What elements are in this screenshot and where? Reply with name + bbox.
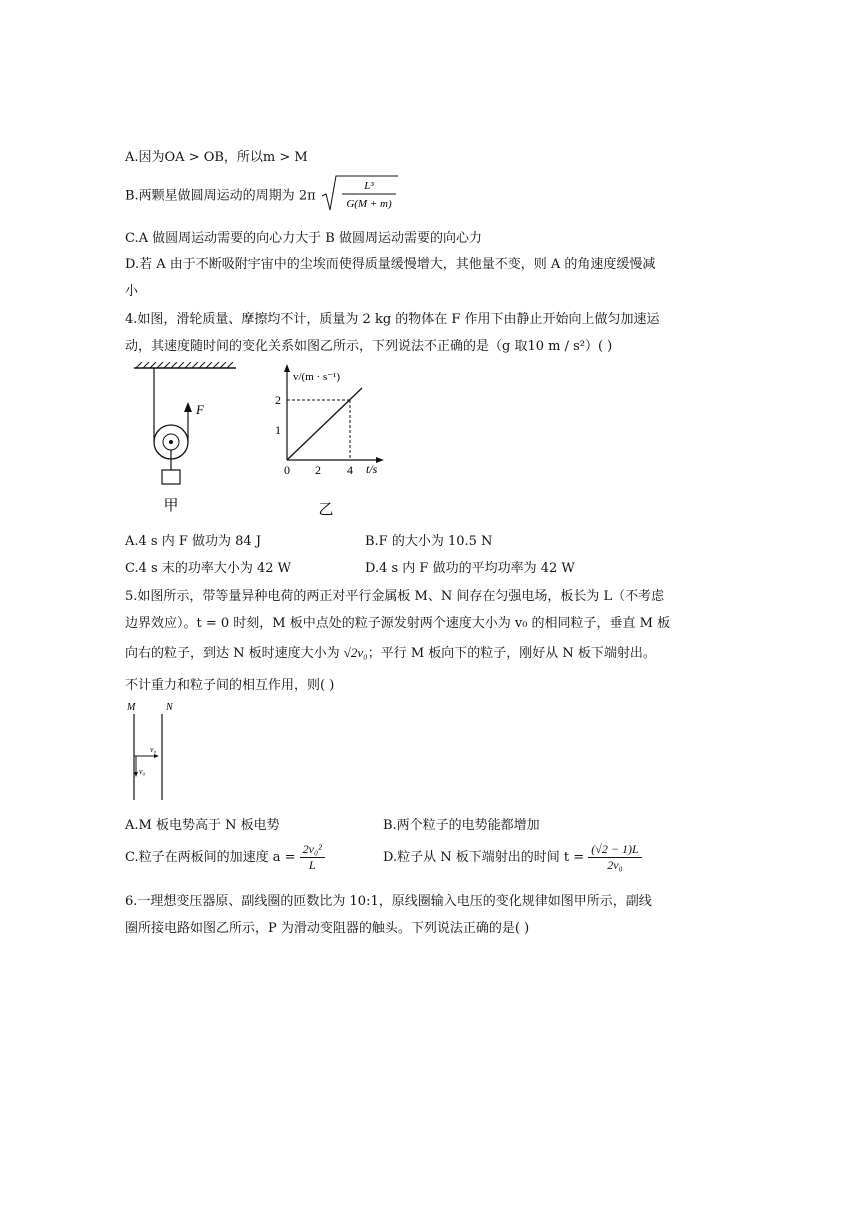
q5-option-b: B.两个粒子的电势能都增加 bbox=[383, 818, 540, 833]
fig-yi-label: 乙 bbox=[318, 502, 334, 518]
v0-right-label: v₀ bbox=[150, 745, 157, 754]
q6-stem-line1: 6.一理想变压器原、副线圈的匝数比为 10:1，原线圈输入电压的变化规律如图甲所示，副线 bbox=[125, 894, 652, 909]
q5-option-c bbox=[125, 842, 325, 873]
q5-accel-fraction bbox=[300, 842, 325, 873]
plate-m-label: M bbox=[127, 702, 136, 713]
q3-option-a: A.因为OA > OB，所以m > M bbox=[125, 150, 308, 165]
q5-option-d-prefix: D.粒子从 N 板下端射出的时间 t = bbox=[383, 850, 585, 865]
q3-option-d-line2: 小 bbox=[125, 284, 139, 299]
force-label: F bbox=[196, 402, 204, 417]
vt-xlabel: t/s bbox=[366, 462, 378, 476]
v0-down-label: v₀ bbox=[139, 767, 146, 776]
q3-option-b-coef: 2π bbox=[298, 188, 316, 204]
q6-stem-line2: 圈所接电路如图乙所示，P 为滑动变阻器的触头。下列说法正确的是( ) bbox=[125, 921, 530, 936]
q5-stem-line3-b: √2v₀ bbox=[343, 645, 368, 660]
q5-option-d bbox=[383, 842, 642, 873]
q5-accel-num: 2v₀² bbox=[300, 842, 325, 858]
sqrt-sign bbox=[320, 174, 400, 214]
q5-stem-line3-a: 向右的粒子，到达 N 板时速度大小为 bbox=[125, 646, 344, 661]
q3-period-num: L³ bbox=[364, 180, 374, 192]
q3-option-d-line1: D.若 A 由于不断吸附宇宙中的尘埃而使得质量缓慢增大，其他量不变，则 A 的角速度缓慢减 bbox=[125, 257, 656, 272]
q4-option-d: D.4 s 内 F 做功的平均功率为 42 W bbox=[365, 561, 575, 576]
q3-option-b bbox=[125, 174, 400, 218]
q5-stem-line2: 边界效应）。t = 0 时刻，M 板中点处的粒子源发射两个速度大小为 v₀ 的相同粒子，垂直 M 板 bbox=[125, 616, 671, 631]
plate-n-label: N bbox=[166, 702, 173, 713]
q4-option-b: B.F 的大小为 10.5 N bbox=[365, 534, 493, 549]
q5-time-num: (√2 − 1)L bbox=[588, 842, 641, 858]
plates-figure bbox=[124, 700, 184, 805]
vt-ytick-2: 2 bbox=[275, 393, 281, 407]
q5-stem-line3-c: ；平行 M 板向下的粒子，刚好从 N 板下端射出。 bbox=[367, 646, 656, 661]
q3-period-den: G(M + m) bbox=[346, 198, 392, 210]
q5-option-c-prefix: C.粒子在两板间的加速度 a = bbox=[125, 850, 296, 865]
q3-option-c: C.A 做圆周运动需要的向心力大于 B 做圆周运动需要的向心力 bbox=[125, 231, 482, 246]
fig-jia-label: 甲 bbox=[163, 498, 179, 514]
pulley-figure bbox=[128, 362, 243, 517]
q5-stem-line3 bbox=[125, 642, 656, 661]
vt-xtick-2: 2 bbox=[315, 463, 321, 477]
q4-stem-line2: 动，其速度随时间的变化关系如图乙所示，下列说法不正确的是（g 取10 m / s²）( ) bbox=[125, 339, 613, 354]
q5-stem-line4: 不计重力和粒子间的相互作用，则( ) bbox=[125, 678, 335, 693]
q4-stem-line1: 4.如图，滑轮质量、摩擦均不计，质量为 2 kg 的物体在 F 作用下由静止开始向上做匀加速运 bbox=[125, 312, 660, 327]
q4-option-a: A.4 s 内 F 做功为 84 J bbox=[125, 534, 262, 549]
vt-ylabel: v/(m · s⁻¹) bbox=[293, 371, 340, 383]
q3-option-b-prefix: B.两颗星做圆周运动的周期为 bbox=[125, 188, 295, 204]
q5-stem-line1: 5.如图所示，带等量异种电荷的两正对平行金属板 M、N 间存在匀强电场，板长为 L（不考虑 bbox=[125, 589, 665, 604]
vt-graph bbox=[270, 362, 400, 522]
q5-time-fraction bbox=[588, 842, 641, 873]
q4-option-c: C.4 s 末的功率大小为 42 W bbox=[125, 561, 291, 576]
vt-ytick-1: 1 bbox=[275, 423, 281, 437]
q3-period-sqrt bbox=[320, 174, 400, 218]
q5-accel-den: L bbox=[308, 858, 316, 872]
vt-xtick-4: 4 bbox=[347, 463, 353, 477]
vt-xtick-0: 0 bbox=[284, 463, 290, 477]
q5-time-den: 2v₀ bbox=[607, 858, 623, 872]
q5-option-a: A.M 板电势高于 N 板电势 bbox=[125, 818, 280, 833]
